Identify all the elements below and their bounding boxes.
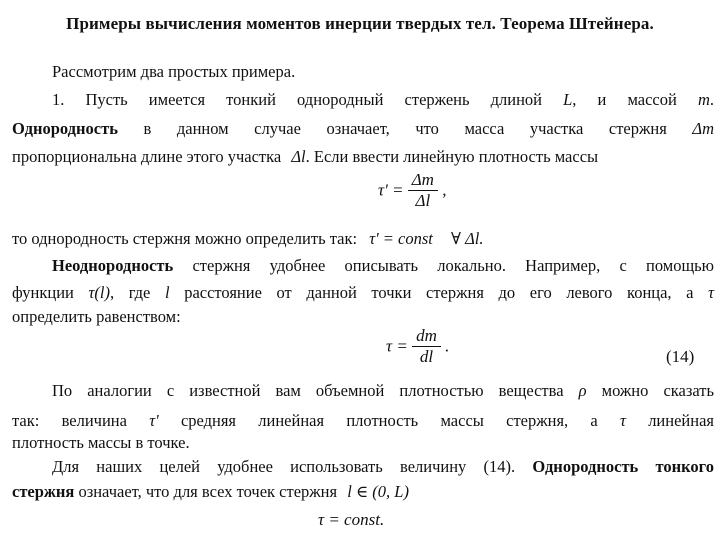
homogeneity-thin-term: Однородность тонкого bbox=[532, 457, 715, 476]
comma: , bbox=[572, 90, 577, 109]
quantity-text: так: величина bbox=[12, 411, 127, 430]
formula1-numerator: Δm bbox=[408, 170, 438, 191]
define-line bbox=[12, 307, 181, 327]
say-text: можно сказать bbox=[601, 381, 715, 400]
formula-linear-density bbox=[386, 326, 449, 367]
formula1-denominator: Δl bbox=[415, 191, 431, 210]
define-text: определить равенством: bbox=[12, 307, 181, 326]
example1-line bbox=[52, 90, 714, 110]
function-text: функции bbox=[12, 283, 74, 302]
formula-average-density bbox=[378, 170, 446, 211]
delta-m-symbol: Δm bbox=[692, 119, 714, 138]
point-density-line bbox=[12, 433, 190, 453]
formula2-denominator: dl bbox=[419, 347, 434, 366]
purposes-text: Для наших целей удобнее использовать величину (14). bbox=[52, 457, 516, 476]
rho-symbol: ρ bbox=[578, 381, 587, 400]
tau-of-l: τ(l) bbox=[88, 283, 110, 302]
tau-prime-symbol: τ' bbox=[149, 411, 159, 430]
interval-formula: l ∈ (0, L) bbox=[347, 482, 409, 501]
forall-symbol: ∀ bbox=[450, 229, 461, 248]
formula2-numerator: dm bbox=[412, 326, 441, 347]
analogy-text: По аналогии с известной вам объемной плотностью вещества bbox=[52, 381, 564, 400]
definition-text: то однородность стержня можно определить так: bbox=[12, 229, 358, 248]
formula2-lhs: τ = bbox=[386, 336, 408, 356]
l-symbol: l bbox=[164, 283, 170, 302]
length-symbol: L bbox=[563, 90, 573, 109]
definition-line bbox=[12, 229, 483, 249]
formula1-fraction bbox=[408, 170, 438, 211]
purposes-line bbox=[52, 457, 714, 477]
linear-text: линейная bbox=[648, 411, 714, 430]
average-text: средняя линейная плотность массы стержня, а bbox=[180, 411, 598, 430]
proportional-line bbox=[12, 147, 598, 167]
delta-l-end: Δl. bbox=[465, 229, 484, 248]
const-formula: τ' = const bbox=[369, 229, 433, 248]
inhomogeneity-term: Неоднородность bbox=[52, 256, 174, 275]
tau-symbol-2: τ bbox=[620, 411, 626, 430]
mass-symbol: m bbox=[697, 90, 710, 109]
proportional-text: пропорциональна длине этого участка bbox=[12, 147, 282, 166]
intro-text: Рассмотрим два простых примера. bbox=[52, 62, 296, 81]
delta-l-symbol: Δl bbox=[291, 147, 306, 166]
quantity-line bbox=[12, 411, 714, 431]
rod-line bbox=[12, 482, 409, 502]
analogy-line bbox=[52, 381, 714, 401]
formula-const: τ = const. bbox=[318, 510, 385, 529]
homogeneity-text: в данном случае означает, что масса участка стержня bbox=[143, 119, 667, 138]
function-line bbox=[12, 283, 714, 303]
where-text: , где bbox=[109, 283, 151, 302]
distance-text: расстояние от данной точки стержня до его левого конца, а bbox=[184, 283, 694, 302]
density-text: . Если ввести линейную плотность массы bbox=[305, 147, 599, 166]
inhomogeneity-line bbox=[52, 256, 714, 276]
point-density-text: плотность массы в точке. bbox=[12, 433, 190, 452]
tau-symbol: τ bbox=[708, 283, 715, 302]
equation-number: (14) bbox=[666, 347, 695, 366]
rod-term: стержня bbox=[12, 482, 75, 501]
rod-text: означает, что для всех точек стержня bbox=[78, 482, 338, 501]
period: . bbox=[709, 90, 714, 109]
mass-text: и массой bbox=[597, 90, 677, 109]
formula1-lhs: τ' = bbox=[378, 180, 404, 200]
inhomogeneity-text: стержня удобнее описывать локально. Например, с помощью bbox=[192, 256, 714, 275]
formula1-tail: , bbox=[442, 180, 447, 200]
intro-line bbox=[52, 62, 295, 82]
formula2-tail: . bbox=[445, 336, 450, 356]
page-title: Примеры вычисления моментов инерции твердых тел. Теорема Штейнера. bbox=[66, 14, 654, 33]
homogeneity-line bbox=[12, 119, 714, 139]
formula2-fraction bbox=[412, 326, 441, 367]
example1-text: 1. Пусть имеется тонкий однородный стержень длиной bbox=[52, 90, 542, 109]
homogeneity-term: Однородность bbox=[12, 119, 118, 138]
